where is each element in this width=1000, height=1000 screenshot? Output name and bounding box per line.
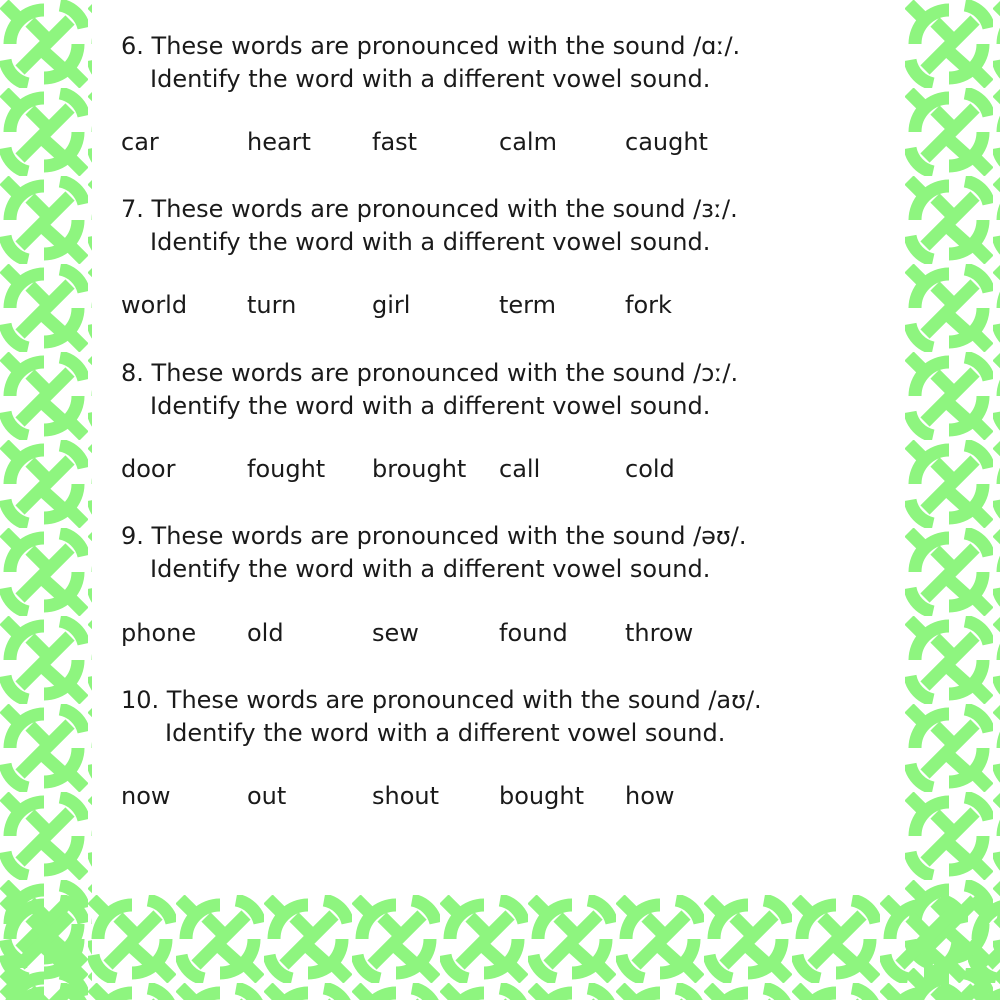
word-options-7	[121, 291, 821, 324]
question-instruction: Identify the word with a different vowel sound.	[150, 392, 711, 420]
question-instruction: Identify the word with a different vowel sound.	[150, 555, 711, 583]
question-title: 7. These words are pronounced with the sound /ɜː/.	[121, 195, 738, 223]
celtic-border-bottom	[0, 895, 1000, 1000]
word-option[interactable]: found	[499, 619, 568, 647]
word-option[interactable]: sew	[372, 619, 419, 647]
question-9	[121, 520, 746, 586]
word-option[interactable]: fork	[625, 291, 672, 319]
question-instruction: Identify the word with a different vowel sound.	[150, 65, 711, 93]
word-option[interactable]: how	[625, 782, 675, 810]
word-option[interactable]: bought	[499, 782, 584, 810]
word-option[interactable]: shout	[372, 782, 440, 810]
question-title: 8. These words are pronounced with the sound /ɔː/.	[121, 359, 739, 387]
word-option[interactable]: calm	[499, 128, 557, 156]
question-7	[121, 193, 738, 259]
word-option[interactable]: now	[121, 782, 171, 810]
question-instruction: Identify the word with a different vowel sound.	[165, 719, 726, 747]
word-option[interactable]: fought	[247, 455, 326, 483]
word-option[interactable]: car	[121, 128, 159, 156]
word-option[interactable]: world	[121, 291, 188, 319]
word-option[interactable]: fast	[372, 128, 418, 156]
celtic-border-right	[905, 0, 1000, 1000]
word-option[interactable]: old	[247, 619, 284, 647]
word-option[interactable]: turn	[247, 291, 297, 319]
word-options-9	[121, 619, 821, 652]
celtic-border-left	[0, 0, 92, 1000]
word-options-10	[121, 782, 821, 815]
question-title: 10. These words are pronounced with the sound /aʊ/.	[121, 686, 762, 714]
word-option[interactable]: phone	[121, 619, 197, 647]
question-8	[121, 357, 738, 423]
question-instruction: Identify the word with a different vowel sound.	[150, 228, 711, 256]
word-option[interactable]: door	[121, 455, 176, 483]
question-10	[121, 684, 762, 750]
word-option[interactable]: call	[499, 455, 541, 483]
word-option[interactable]: girl	[372, 291, 411, 319]
word-option[interactable]: throw	[625, 619, 694, 647]
question-title: 9. These words are pronounced with the sound /əʊ/.	[121, 522, 747, 550]
word-options-8	[121, 455, 821, 488]
word-option[interactable]: heart	[247, 128, 311, 156]
question-6	[121, 30, 740, 96]
word-option[interactable]: out	[247, 782, 287, 810]
word-option[interactable]: brought	[372, 455, 467, 483]
question-title: 6. These words are pronounced with the sound /ɑː/.	[121, 32, 741, 60]
word-option[interactable]: caught	[625, 128, 708, 156]
word-options-6	[121, 128, 821, 161]
word-option[interactable]: term	[499, 291, 556, 319]
word-option[interactable]: cold	[625, 455, 675, 483]
